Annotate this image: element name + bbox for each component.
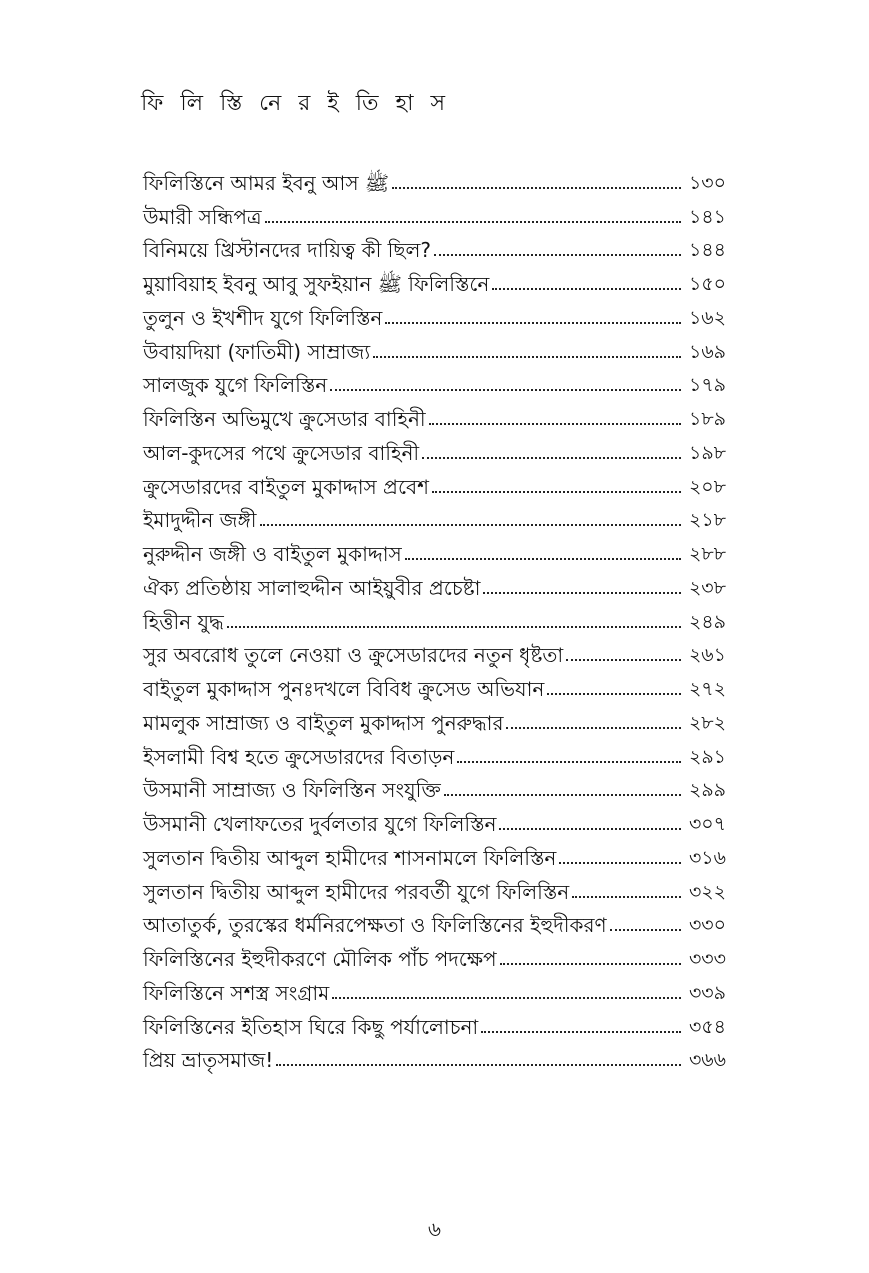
toc-entry-page: ১৪১ (689, 205, 726, 228)
toc-entry-title: ফিলিস্তিনে সশস্ত্র সংগ্রাম (143, 980, 330, 1005)
toc-entry-title: ঐক্য প্রতিষ্ঠায় সালাহুদ্দীন আইয়ুবীর প্রচেষ্টা (143, 575, 481, 600)
toc-entry[interactable] (143, 1005, 726, 1039)
toc-entry-page: ২৬১ (688, 644, 726, 667)
toc-entry[interactable] (143, 836, 726, 870)
table-of-contents (143, 161, 726, 1072)
toc-entry-title: ইসলামী বিশ্ব হতে ক্রুসেডারদের বিতাড়ন (143, 744, 455, 769)
toc-entry-page: ১৫০ (688, 273, 726, 296)
dot-leader (265, 221, 681, 223)
toc-entry-title: ক্রুসেডারদের বাইতুল মুকাদ্দাস প্রবেশ (143, 474, 429, 499)
toc-entry[interactable] (143, 161, 726, 195)
toc-entry[interactable] (143, 802, 726, 836)
toc-entry[interactable] (143, 937, 726, 971)
toc-entry[interactable] (143, 634, 726, 668)
toc-entry-page: ৩০৭ (688, 813, 726, 836)
dot-leader (481, 1031, 681, 1033)
toc-entry-title: আতাতুর্ক, তুরস্কের ধর্মনিরপেক্ষতা ও ফিলিস্তিনের ইহুদীকরণ (143, 913, 607, 938)
toc-entry-page: ৩৩৯ (688, 981, 726, 1004)
toc-entry-page: ৩৫৪ (688, 1015, 726, 1038)
toc-entry-page: ২৮৮ (688, 543, 726, 566)
dot-leader (276, 1064, 681, 1066)
toc-entry[interactable] (143, 566, 726, 600)
toc-entry-title: মামলুক সাম্রাজ্য ও বাইতুল মুকাদ্দাস পুনরুদ্ধার (143, 710, 504, 735)
toc-entry-title: তুলুন ও ইখশীদ যুগে ফিলিস্তিন (143, 305, 383, 330)
dot-leader (506, 727, 681, 729)
toc-entry[interactable] (143, 465, 726, 499)
dot-leader (422, 457, 681, 459)
toc-entry-title: উমারী সন্ধিপত্র (143, 204, 262, 229)
dot-leader (547, 693, 681, 695)
toc-entry[interactable] (143, 330, 726, 364)
toc-entry-page: ২৪৯ (688, 610, 726, 633)
toc-entry-page: ৩২২ (688, 880, 726, 903)
toc-entry-page: ১৯৮ (689, 441, 726, 464)
dot-leader (392, 187, 681, 189)
toc-entry[interactable] (143, 364, 726, 398)
toc-entry-title: সুর অবরোধ তুলে নেওয়া ও ক্রুসেডারদের নতুন ধৃষ্টতা (143, 643, 564, 668)
toc-entry-title: ফিলিস্তিনের ইতিহাস ঘিরে কিছু পর্যালোচনা (143, 1014, 479, 1039)
toc-entry-page: ২৮২ (688, 711, 726, 734)
toc-entry-page: ২৯৯ (688, 779, 726, 802)
toc-entry-title: ফিলিস্তিনের ইহুদীকরণে মৌলিক পাঁচ পদক্ষেপ (143, 947, 497, 971)
toc-entry[interactable] (143, 904, 726, 938)
dot-leader (499, 828, 681, 830)
toc-entry[interactable] (143, 229, 726, 263)
toc-entry[interactable] (143, 532, 726, 566)
dot-leader (432, 491, 681, 493)
dot-leader (500, 963, 681, 965)
toc-entry[interactable] (143, 499, 726, 533)
toc-entry-title: ফিলিস্তিন অভিমুখে ক্রুসেডার বাহিনী (143, 407, 426, 431)
dot-leader (457, 761, 681, 763)
toc-entry-title: সুলতান দ্বিতীয় আব্দুল হামীদের পরবর্তী যুগে ফিলিস্তিন (143, 879, 570, 904)
dot-leader (572, 896, 681, 898)
toc-entry-title: উবায়দিয়া (ফাতিমী) সাম্রাজ্য (143, 339, 371, 364)
toc-entry-title: উসমানী খেলাফতের দুর্বলতার যুগে ফিলিস্তিন (143, 812, 497, 836)
toc-entry-title: বিনিময়ে খ্রিস্টানদের দায়িত্ব কী ছিল? (143, 238, 432, 263)
dot-leader (559, 862, 681, 864)
toc-entry[interactable] (143, 769, 726, 803)
toc-entry[interactable] (143, 397, 726, 431)
dot-leader (332, 997, 681, 999)
toc-entry-page: ১৪৪ (689, 239, 726, 262)
toc-entry-page: ২১৮ (688, 509, 726, 532)
toc-entry-title: আল-কুদসের পথে ক্রুসেডার বাহিনী (143, 440, 420, 465)
dot-leader (444, 794, 681, 796)
toc-entry[interactable] (143, 195, 726, 229)
toc-entry[interactable] (143, 971, 726, 1005)
toc-entry[interactable] (143, 701, 726, 735)
page-number: ৬ (427, 1217, 441, 1241)
toc-entry-title: ইমাদুদ্দীন জঙ্গী (143, 508, 257, 533)
toc-entry[interactable] (143, 870, 726, 904)
toc-entry-title: প্রিয় ভ্রাতৃসমাজ! (143, 1048, 274, 1073)
toc-entry-page: ৩৩৩ (688, 948, 726, 971)
toc-entry-page: ২৯১ (688, 745, 726, 768)
toc-entry-page: ২৩৮ (688, 576, 726, 599)
dot-leader (330, 389, 681, 391)
toc-entry-page: ১৮৯ (689, 408, 726, 431)
dot-leader (373, 356, 681, 358)
dot-leader (227, 626, 681, 628)
toc-entry-page: ১৭৯ (688, 374, 726, 397)
toc-entry-title: মুয়াবিয়াহ ইবনু আবু সুফইয়ান ﷺ ফিলিস্তিনে (143, 272, 490, 296)
dot-leader (434, 254, 681, 256)
dot-leader (492, 288, 681, 290)
running-head: ফি লি স্তি নে র ই তি হা স (141, 91, 450, 116)
dot-leader (260, 524, 681, 526)
toc-entry-page: ৩৩০ (688, 914, 726, 937)
dot-leader (610, 929, 681, 931)
toc-entry-page: ১৩০ (688, 171, 726, 194)
toc-entry-page: ১৬৯ (688, 340, 726, 363)
toc-entry-page: ৩১৬ (688, 846, 726, 869)
toc-entry[interactable] (143, 735, 726, 769)
toc-entry-title: বাইতুল মুকাদ্দাস পুনঃদখলে বিবিধ ক্রুসেড অভিযান (143, 677, 545, 701)
dot-leader (405, 558, 681, 560)
toc-entry-title: সুলতান দ্বিতীয় আব্দুল হামীদের শাসনামলে ফিলিস্তিন (143, 845, 557, 870)
toc-entry-title: নুরুদ্দীন জঙ্গী ও বাইতুল মুকাদ্দাস (143, 542, 402, 566)
toc-entry[interactable] (143, 262, 726, 296)
dot-leader (483, 592, 681, 594)
toc-entry-page: ১৬২ (688, 306, 726, 329)
toc-entry-title: ফিলিস্তিনে আমর ইবনু আস ﷺ (143, 170, 390, 195)
toc-entry-title: হিত্তীন যুদ্ধ (143, 609, 224, 634)
toc-entry-title: উসমানী সাম্রাজ্য ও ফিলিস্তিন সংযুক্তি (143, 778, 441, 803)
toc-entry[interactable] (143, 1039, 726, 1073)
toc-entry[interactable] (143, 667, 726, 701)
toc-entry-page: ২৭২ (688, 678, 726, 701)
dot-leader (429, 423, 681, 425)
toc-entry[interactable] (143, 431, 726, 465)
toc-entry-title: সালজুক যুগে ফিলিস্তিন (143, 373, 328, 398)
toc-entry-page: ২০৮ (688, 475, 726, 498)
toc-entry-page: ৩৬৬ (688, 1049, 726, 1072)
dot-leader (385, 322, 681, 324)
toc-entry[interactable] (143, 600, 726, 634)
toc-entry[interactable] (143, 296, 726, 330)
dot-leader (566, 659, 681, 661)
